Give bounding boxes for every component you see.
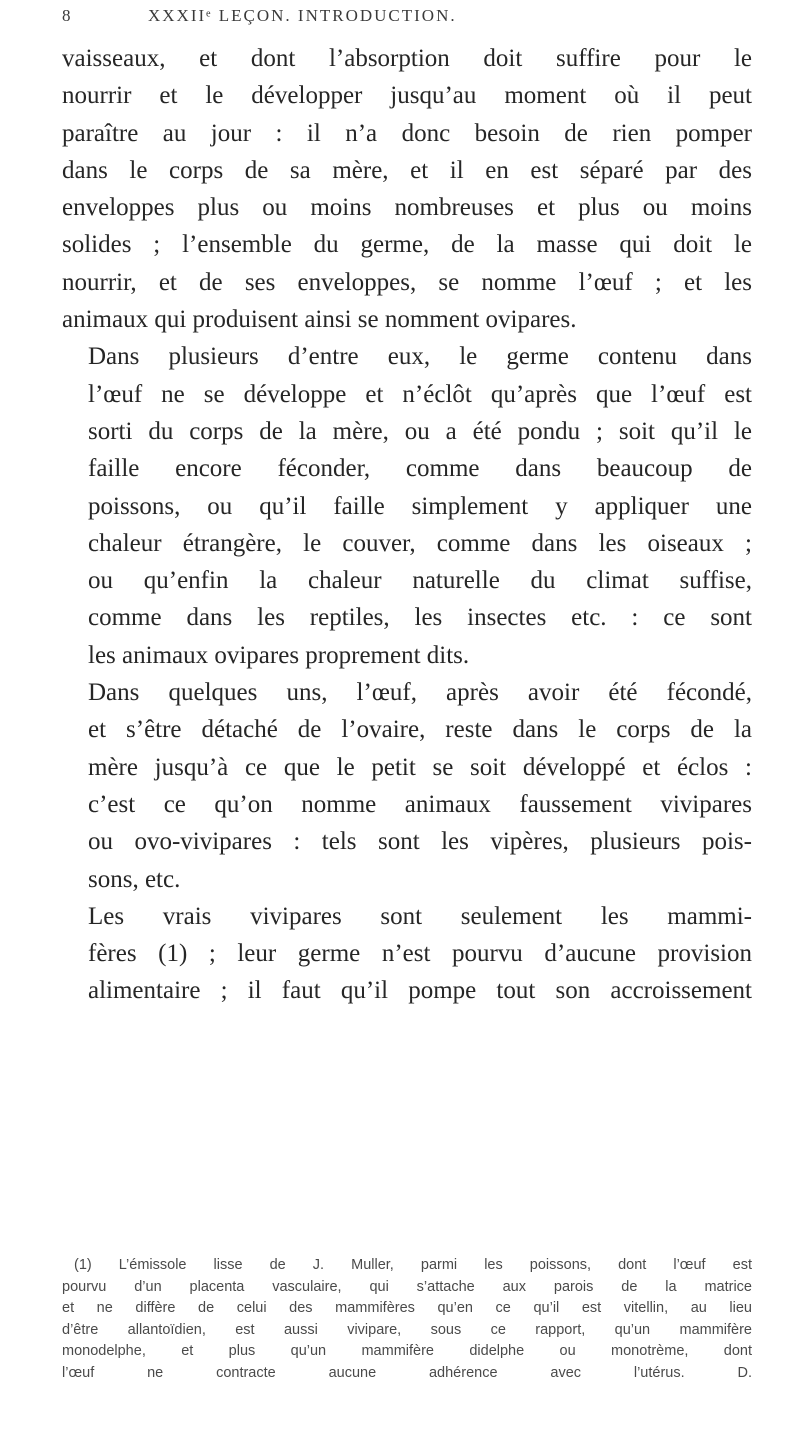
footnote-line: pourvu d’un placenta vasculaire, qui s’attache aux parois de la matrice xyxy=(62,1278,752,1295)
running-head-title: XXXIIᵉ LEÇON. INTRODUCTION. xyxy=(148,6,457,25)
paragraph xyxy=(62,338,752,674)
footnote-line: d’être allantoïdien, est aussi vivipare, sous ce rapport, qu’un mammifère xyxy=(62,1321,752,1338)
text-line: fères (1) ; leur germe n’est pourvu d’aucune provision xyxy=(88,940,752,968)
text-line: mère jusqu’à ce que le petit se soit développé et éclos : xyxy=(88,753,752,781)
text-line: sons, etc. xyxy=(88,865,181,893)
text-line: dans le corps de sa mère, et il en est séparé par des xyxy=(62,156,752,184)
text-line: enveloppes plus ou moins nombreuses et plus ou moins xyxy=(62,194,752,222)
footnote-line: (1) L’émissole lisse de J. Muller, parmi les poissons, dont l’œuf est xyxy=(74,1257,752,1273)
text-line: ou qu’enfin la chaleur naturelle du climat suffise, xyxy=(88,567,752,595)
text-line: c’est ce qu’on nomme animaux faussement vivipares xyxy=(88,790,752,818)
text-line: paraître au jour : il n’a donc besoin de rien pomper xyxy=(62,119,752,147)
text-line: vaisseaux, et dont l’absorption doit suffire pour le xyxy=(62,45,752,72)
text-line: faille encore féconder, comme dans beaucoup de xyxy=(88,455,752,483)
footnote-line: et ne diffère de celui des mammifères qu’en ce qu’il est vitellin, au lieu xyxy=(62,1300,752,1316)
footnote-line: monodelphe, et plus qu’un mammifère didelphe ou monotrème, dont xyxy=(62,1343,752,1359)
text-line: sorti du corps de la mère, ou a été pondu ; soit qu’il le xyxy=(88,417,752,445)
text-line: nourrir et le développer jusqu’au moment où il peut xyxy=(62,82,752,110)
page-number: 8 xyxy=(62,6,72,25)
body-text xyxy=(62,40,752,1010)
text-line: les animaux ovipares proprement dits. xyxy=(88,641,470,669)
paragraph xyxy=(62,674,752,898)
text-line: l’œuf ne se développe et n’éclôt qu’après que l’œuf est xyxy=(88,380,752,408)
paragraph xyxy=(62,898,752,1010)
text-line: poissons, ou qu’il faille simplement y appliquer une xyxy=(88,492,752,520)
paragraph xyxy=(62,40,752,338)
footnote xyxy=(62,1255,752,1384)
text-line: chaleur étrangère, le couver, comme dans les oiseaux ; xyxy=(88,529,752,557)
text-line: Dans plusieurs d’entre eux, le germe contenu dans xyxy=(88,343,752,371)
text-line: Les vrais vivipares sont seulement les mammi- xyxy=(88,902,752,930)
text-line: comme dans les reptiles, les insectes etc. : ce sont xyxy=(88,604,752,632)
text-line: solides ; l’ensemble du germe, de la masse qui doit le xyxy=(62,231,752,259)
text-line: animaux qui produisent ainsi se nomment ovipares. xyxy=(62,306,577,334)
running-head xyxy=(62,6,752,32)
text-line: nourrir, et de ses enveloppes, se nomme l’œuf ; et les xyxy=(62,268,752,296)
text-line: alimentaire ; il faut qu’il pompe tout son accroissement xyxy=(88,977,752,1005)
text-line: ou ovo-vivipares : tels sont les vipères, plusieurs pois- xyxy=(88,828,752,856)
footnote-line: l’œuf ne contracte aucune adhérence avec l’utérus. D. xyxy=(62,1364,752,1381)
text-line: et s’être détaché de l’ovaire, reste dans le corps de la xyxy=(88,716,752,744)
text-line: Dans quelques uns, l’œuf, après avoir été fécondé, xyxy=(88,679,752,707)
